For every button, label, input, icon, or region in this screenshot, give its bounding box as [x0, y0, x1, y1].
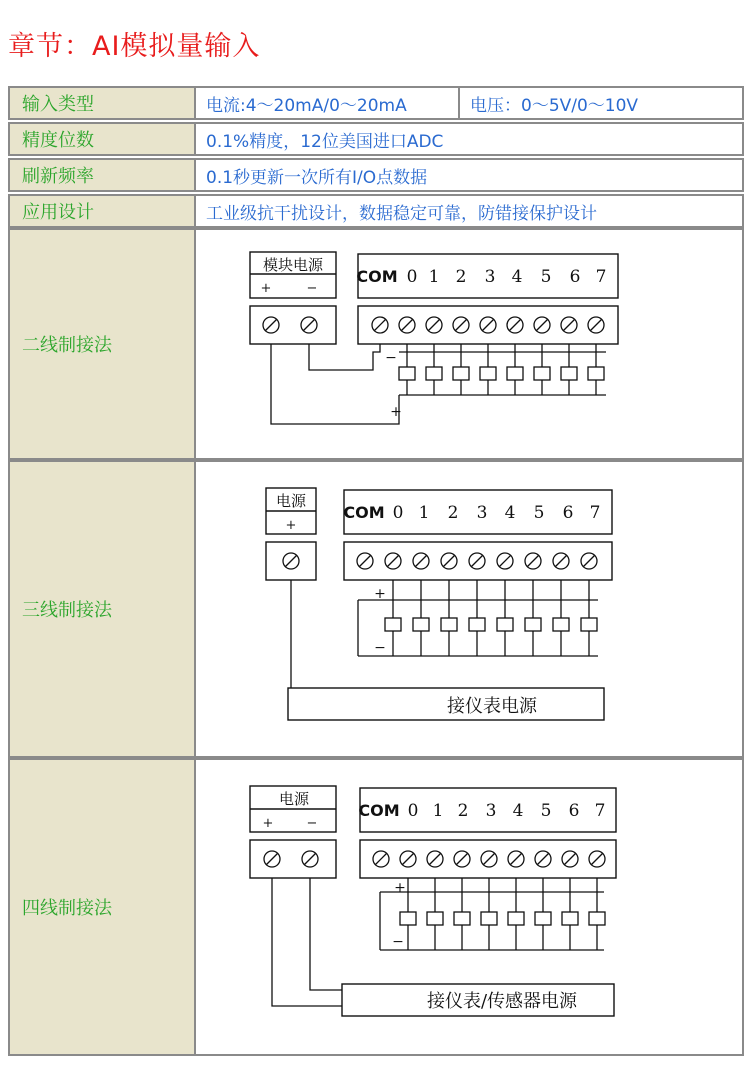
- bus-minus: −: [392, 934, 404, 950]
- spec-label: 输入类型: [10, 88, 196, 118]
- spec-value: 0.1%精度，12位美国进口ADC: [206, 131, 444, 152]
- svg-text:4: 4: [511, 267, 523, 287]
- svg-text:7: 7: [595, 267, 607, 287]
- module-power-label: 模块电源: [262, 256, 324, 274]
- svg-text:0: 0: [406, 267, 418, 287]
- chapter-title: 章节：AI模拟量输入: [8, 31, 261, 62]
- svg-text:3: 3: [484, 267, 496, 287]
- svg-text:4: 4: [512, 801, 524, 821]
- channel-numbers: [407, 267, 607, 287]
- com-label: COM: [356, 267, 398, 286]
- svg-text:4: 4: [504, 503, 516, 523]
- power-terminals: [264, 851, 318, 867]
- spec-value: 0.1秒更新一次所有I/O点数据: [206, 167, 428, 188]
- com-label: COM: [358, 801, 400, 820]
- two-wire-diagram: [240, 244, 630, 444]
- plus-sign: +: [262, 816, 274, 831]
- plus-sign: +: [285, 518, 297, 533]
- ext-power-label: 接仪表电源: [447, 696, 537, 717]
- bus-minus: −: [374, 640, 386, 656]
- wiring-label: 四线制接法: [10, 760, 196, 1054]
- bus-plus: +: [374, 586, 386, 602]
- bus-minus: −: [385, 350, 397, 366]
- minus-sign: −: [306, 816, 318, 831]
- io-terminals: [373, 851, 605, 867]
- spec-row-input-type: [8, 86, 744, 120]
- svg-text:6: 6: [569, 267, 581, 287]
- spec-value-voltage: 电压：0～5V/0～10V: [470, 95, 639, 116]
- svg-text:3: 3: [476, 503, 488, 523]
- svg-text:7: 7: [594, 801, 606, 821]
- spec-value: 工业级抗干扰设计，数据稳定可靠，防错接保护设计: [206, 203, 597, 224]
- io-terminals: [372, 317, 604, 333]
- svg-text:1: 1: [418, 503, 430, 523]
- power-terminals: [263, 317, 317, 333]
- svg-text:2: 2: [457, 801, 469, 821]
- wiring-label: 三线制接法: [10, 462, 196, 756]
- bus-plus: +: [394, 880, 406, 896]
- svg-text:5: 5: [540, 801, 552, 821]
- spec-row-design: [8, 194, 744, 228]
- plus-sign: +: [260, 281, 272, 296]
- svg-text:2: 2: [455, 267, 467, 287]
- svg-text:1: 1: [428, 267, 440, 287]
- power-label: 电源: [275, 492, 307, 510]
- svg-text:5: 5: [540, 267, 552, 287]
- io-terminals: [357, 553, 597, 569]
- wiring-label: 二线制接法: [10, 230, 196, 458]
- svg-text:6: 6: [562, 503, 574, 523]
- channel-numbers: [393, 503, 601, 523]
- spec-row-refresh: [8, 158, 744, 192]
- spec-label: 应用设计: [10, 196, 196, 226]
- svg-text:6: 6: [568, 801, 580, 821]
- svg-text:2: 2: [447, 503, 459, 523]
- svg-text:7: 7: [589, 503, 601, 523]
- svg-text:1: 1: [432, 801, 444, 821]
- spec-value-current: 电流:4～20mA/0～20mA: [196, 88, 460, 118]
- svg-text:0: 0: [407, 801, 419, 821]
- four-wire-diagram: [242, 778, 632, 1028]
- power-terminal: [283, 553, 299, 569]
- power-label: 电源: [278, 790, 310, 808]
- spec-label: 精度位数: [10, 124, 196, 154]
- spec-label: 刷新频率: [10, 160, 196, 190]
- spec-row-precision: [8, 122, 744, 156]
- com-label: COM: [343, 503, 385, 522]
- minus-sign: −: [306, 281, 318, 296]
- bus-plus: +: [390, 404, 402, 420]
- three-wire-diagram: [258, 480, 628, 730]
- svg-text:5: 5: [533, 503, 545, 523]
- svg-text:3: 3: [485, 801, 497, 821]
- channel-numbers: [408, 801, 606, 821]
- svg-text:0: 0: [392, 503, 404, 523]
- ext-power-label: 接仪表/传感器电源: [426, 991, 578, 1012]
